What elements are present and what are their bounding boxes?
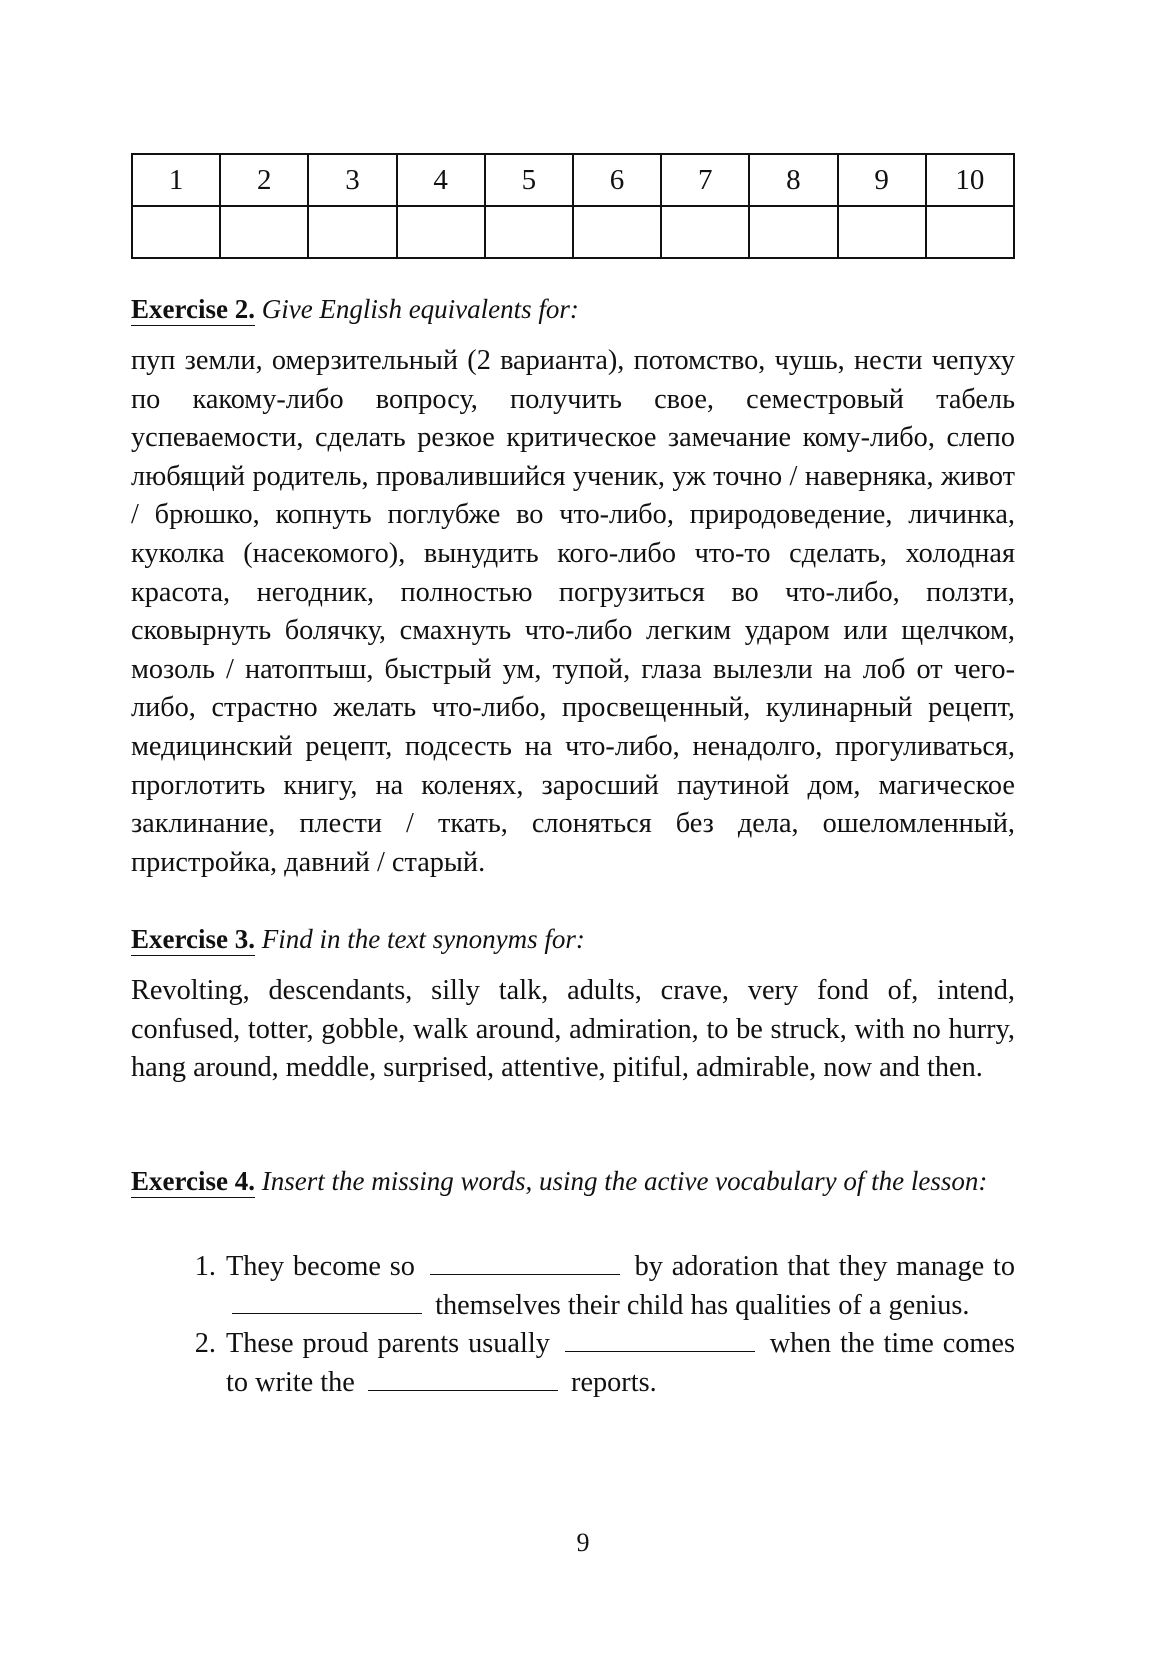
list-item-text-part: themselves their child has qualities of a genius. [435,1289,970,1321]
answer-cell-number: 10 [926,154,1014,206]
answer-blank[interactable] [232,1312,422,1314]
list-item [131,1325,1015,1402]
list-item-text-part: These proud parents usually [226,1328,550,1360]
answer-cell-blank [485,206,573,258]
page-number: 9 [576,1528,590,1557]
answer-cell-blank [749,206,837,258]
exercise-3-instruction: Find in the text synonyms for: [261,924,585,954]
answer-cell-blank [573,206,661,258]
exercise-3 [131,920,1015,1088]
list-item-text [226,1325,1015,1402]
exercise-4-heading [131,1162,1015,1200]
exercise-3-label: Exercise 3. [131,924,255,954]
answer-cell-blank [661,206,749,258]
exercise-4-label: Exercise 4. [131,1166,255,1196]
answer-cell-blank [926,206,1014,258]
answer-cell-blank [838,206,926,258]
answer-table [131,153,1015,259]
answer-blank[interactable] [368,1389,558,1391]
answer-table-header-row [132,154,1014,206]
exercise-3-heading [131,920,1015,958]
answer-cell-number: 3 [308,154,396,206]
answer-cell-blank [220,206,308,258]
exercise-2-heading [131,290,1015,328]
exercise-3-text: Revolting, descendants, silly talk, adults, crave, very fond of, intend, confused, totter, gobble, walk around, admiration, to be struck, with no hurry, hang around, meddle, surprised, attentive, pitiful, admirable, now and then. [131,975,1015,1084]
answer-cell-number: 9 [838,154,926,206]
list-item-text-part: when the time comes to write the [226,1328,1015,1398]
answer-cell-blank [397,206,485,258]
answer-table-blank-row [132,206,1014,258]
exercise-2-instruction: Give English equivalents for: [261,294,579,324]
exercise-2 [131,290,1015,882]
answer-cell-number: 4 [397,154,485,206]
answer-cell-number: 5 [485,154,573,206]
answer-blank[interactable] [565,1350,755,1352]
answer-cell-blank [308,206,396,258]
exercise-4-list [131,1248,1015,1402]
list-item-text [226,1248,1015,1325]
answer-blank[interactable] [430,1273,620,1275]
answer-cell-number: 8 [749,154,837,206]
list-item-text-part: by adoration that they manage to [634,1251,1015,1282]
answer-cell-number: 7 [661,154,749,206]
list-item-text-part: reports. [571,1366,657,1398]
answer-cell-blank [132,206,220,258]
exercise-2-text: пуп земли, омерзительный (2 варианта), потомство, чушь, нести чепуху по какому-либо вопросу, получить свое, семестровый табель успеваемости, сделать резкое критическое замечание кому-либо, слепо любящий родитель, провалившийся ученик, уж точно / наверняка, живот / брюшко, копнуть поглубже во что-либо, природоведение, личинка, куколка (насекомого), вынудить кого-либо что-то сделать, холодная красота, негодник, полностью погрузиться во что-либо, ползти, сковырнуть болячку, смахнуть что-либо легким ударом или щелчком, мозоль / натоптыш, быстрый ум, тупой, глаза вылезли на лоб от чего-либо, страстно желать что-либо, просвещенный, кулинарный рецепт, медицинский рецепт, подсесть на что-либо, ненадолго, прогуливаться, проглотить книгу, на коленях, заросший паутиной дом, магическое заклинание, плести / ткать, слоняться без дела, ошеломленный, пристройка, давний / старый. [131,345,1015,878]
list-item [131,1248,1015,1325]
list-item-number: 2. [194,1328,216,1360]
exercise-4-instruction: Insert the missing words, using the active vocabulary of the lesson: [261,1166,988,1196]
list-item-text-part: They become so [226,1251,415,1282]
answer-cell-number: 6 [573,154,661,206]
exercise-4 [131,1162,1015,1200]
answer-cell-number: 2 [220,154,308,206]
answer-cell-number: 1 [132,154,220,206]
list-item-number: 1. [194,1251,216,1282]
exercise-2-label: Exercise 2. [131,294,255,324]
